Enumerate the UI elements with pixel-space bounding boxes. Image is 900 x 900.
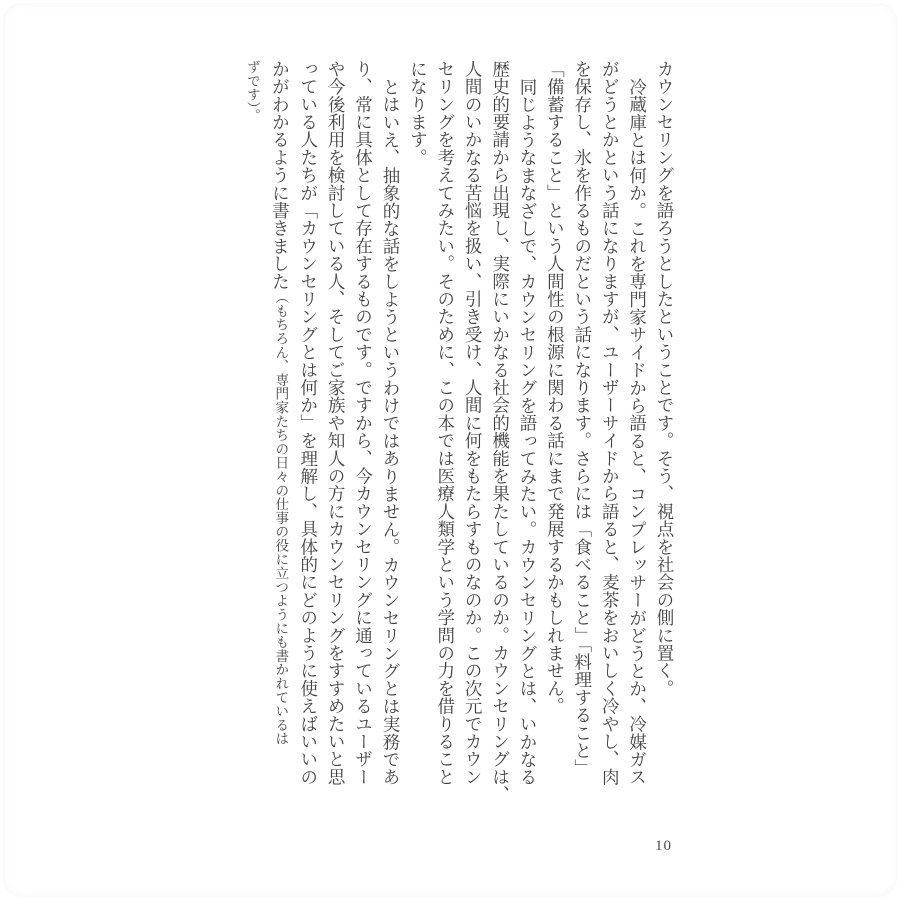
text-segment: り、常に具体として存在するものです。ですから、今カウンセリングに通っているユーザー bbox=[353, 60, 374, 786]
text-segment-small: ずです）。 bbox=[244, 60, 260, 123]
text-segment: を保存し、氷を作るものだという話になります。さらには「食べること」「料理すること」 bbox=[572, 60, 593, 777]
text-segment: 冷蔵庫とは何か。これを専門家サイドから語ると、コンプレッサーがどうとか、冷媒ガス bbox=[627, 77, 648, 786]
text-segment: になります。 bbox=[408, 60, 429, 167]
text-column bbox=[294, 60, 321, 802]
text-column bbox=[514, 60, 541, 802]
text-segment: セリングを考えてみたい。そのために、この本では医療人類学という学問の力を借りること bbox=[435, 60, 456, 786]
text-column bbox=[486, 60, 513, 802]
text-segment: 「備蓄すること」という人間性の根源に関わる話にまで発展するかもしれません。 bbox=[545, 60, 566, 715]
text-segment: とはいえ、抽象的な話をしようというわけではありません。カウンセリングとは実務であ bbox=[380, 77, 401, 786]
text-segment: 人間のいかなる苦悩を扱い、引き受け、人間に何をもたらすものなのか。この次元でカウン bbox=[463, 60, 484, 786]
text-column bbox=[238, 60, 266, 802]
text-column bbox=[623, 60, 650, 802]
page-number: 10 bbox=[655, 838, 672, 854]
text-segment: や今後利用を検討している人、そしてご家族や知人の方にカウンセリングをすすめたいと思 bbox=[326, 60, 347, 786]
text-segment: かがわかるように書きました bbox=[270, 60, 291, 291]
text-segment: カウンセリングを語ろうとしたということです。そう、視点を社会の側に置く。 bbox=[655, 60, 675, 698]
text-column bbox=[459, 60, 486, 802]
text-column bbox=[404, 60, 431, 802]
text-segment: がどうとかという話になりますが、ユーザーサイドから語ると、麦茶をおいしく冷やし、肉 bbox=[600, 60, 621, 786]
text-column bbox=[349, 60, 376, 802]
text-column bbox=[541, 60, 568, 802]
text-column bbox=[651, 60, 678, 802]
text-segment: 歴史的要請から出現し、実際にいかなる社会的機能を果たしているのか。カウンセリングは、 bbox=[490, 60, 511, 804]
text-segment: っている人たちが「カウンセリングとは何か」を理解し、具体的にどのように使えばいいの bbox=[298, 60, 319, 786]
text-column bbox=[596, 60, 623, 802]
text-column bbox=[431, 60, 458, 802]
text-column bbox=[377, 60, 404, 802]
text-segment-small: （もちろん、専門家たちの日々の仕事の役に立つようにも書かれているは bbox=[273, 290, 289, 746]
vertical-text-block bbox=[238, 60, 679, 802]
text-segment: 同じようなまなざしで、カウンセリングを語ってみたい。カウンセリングとは、いかなる bbox=[517, 77, 538, 786]
text-column bbox=[266, 60, 294, 802]
text-column bbox=[322, 60, 349, 802]
text-column bbox=[568, 60, 595, 802]
